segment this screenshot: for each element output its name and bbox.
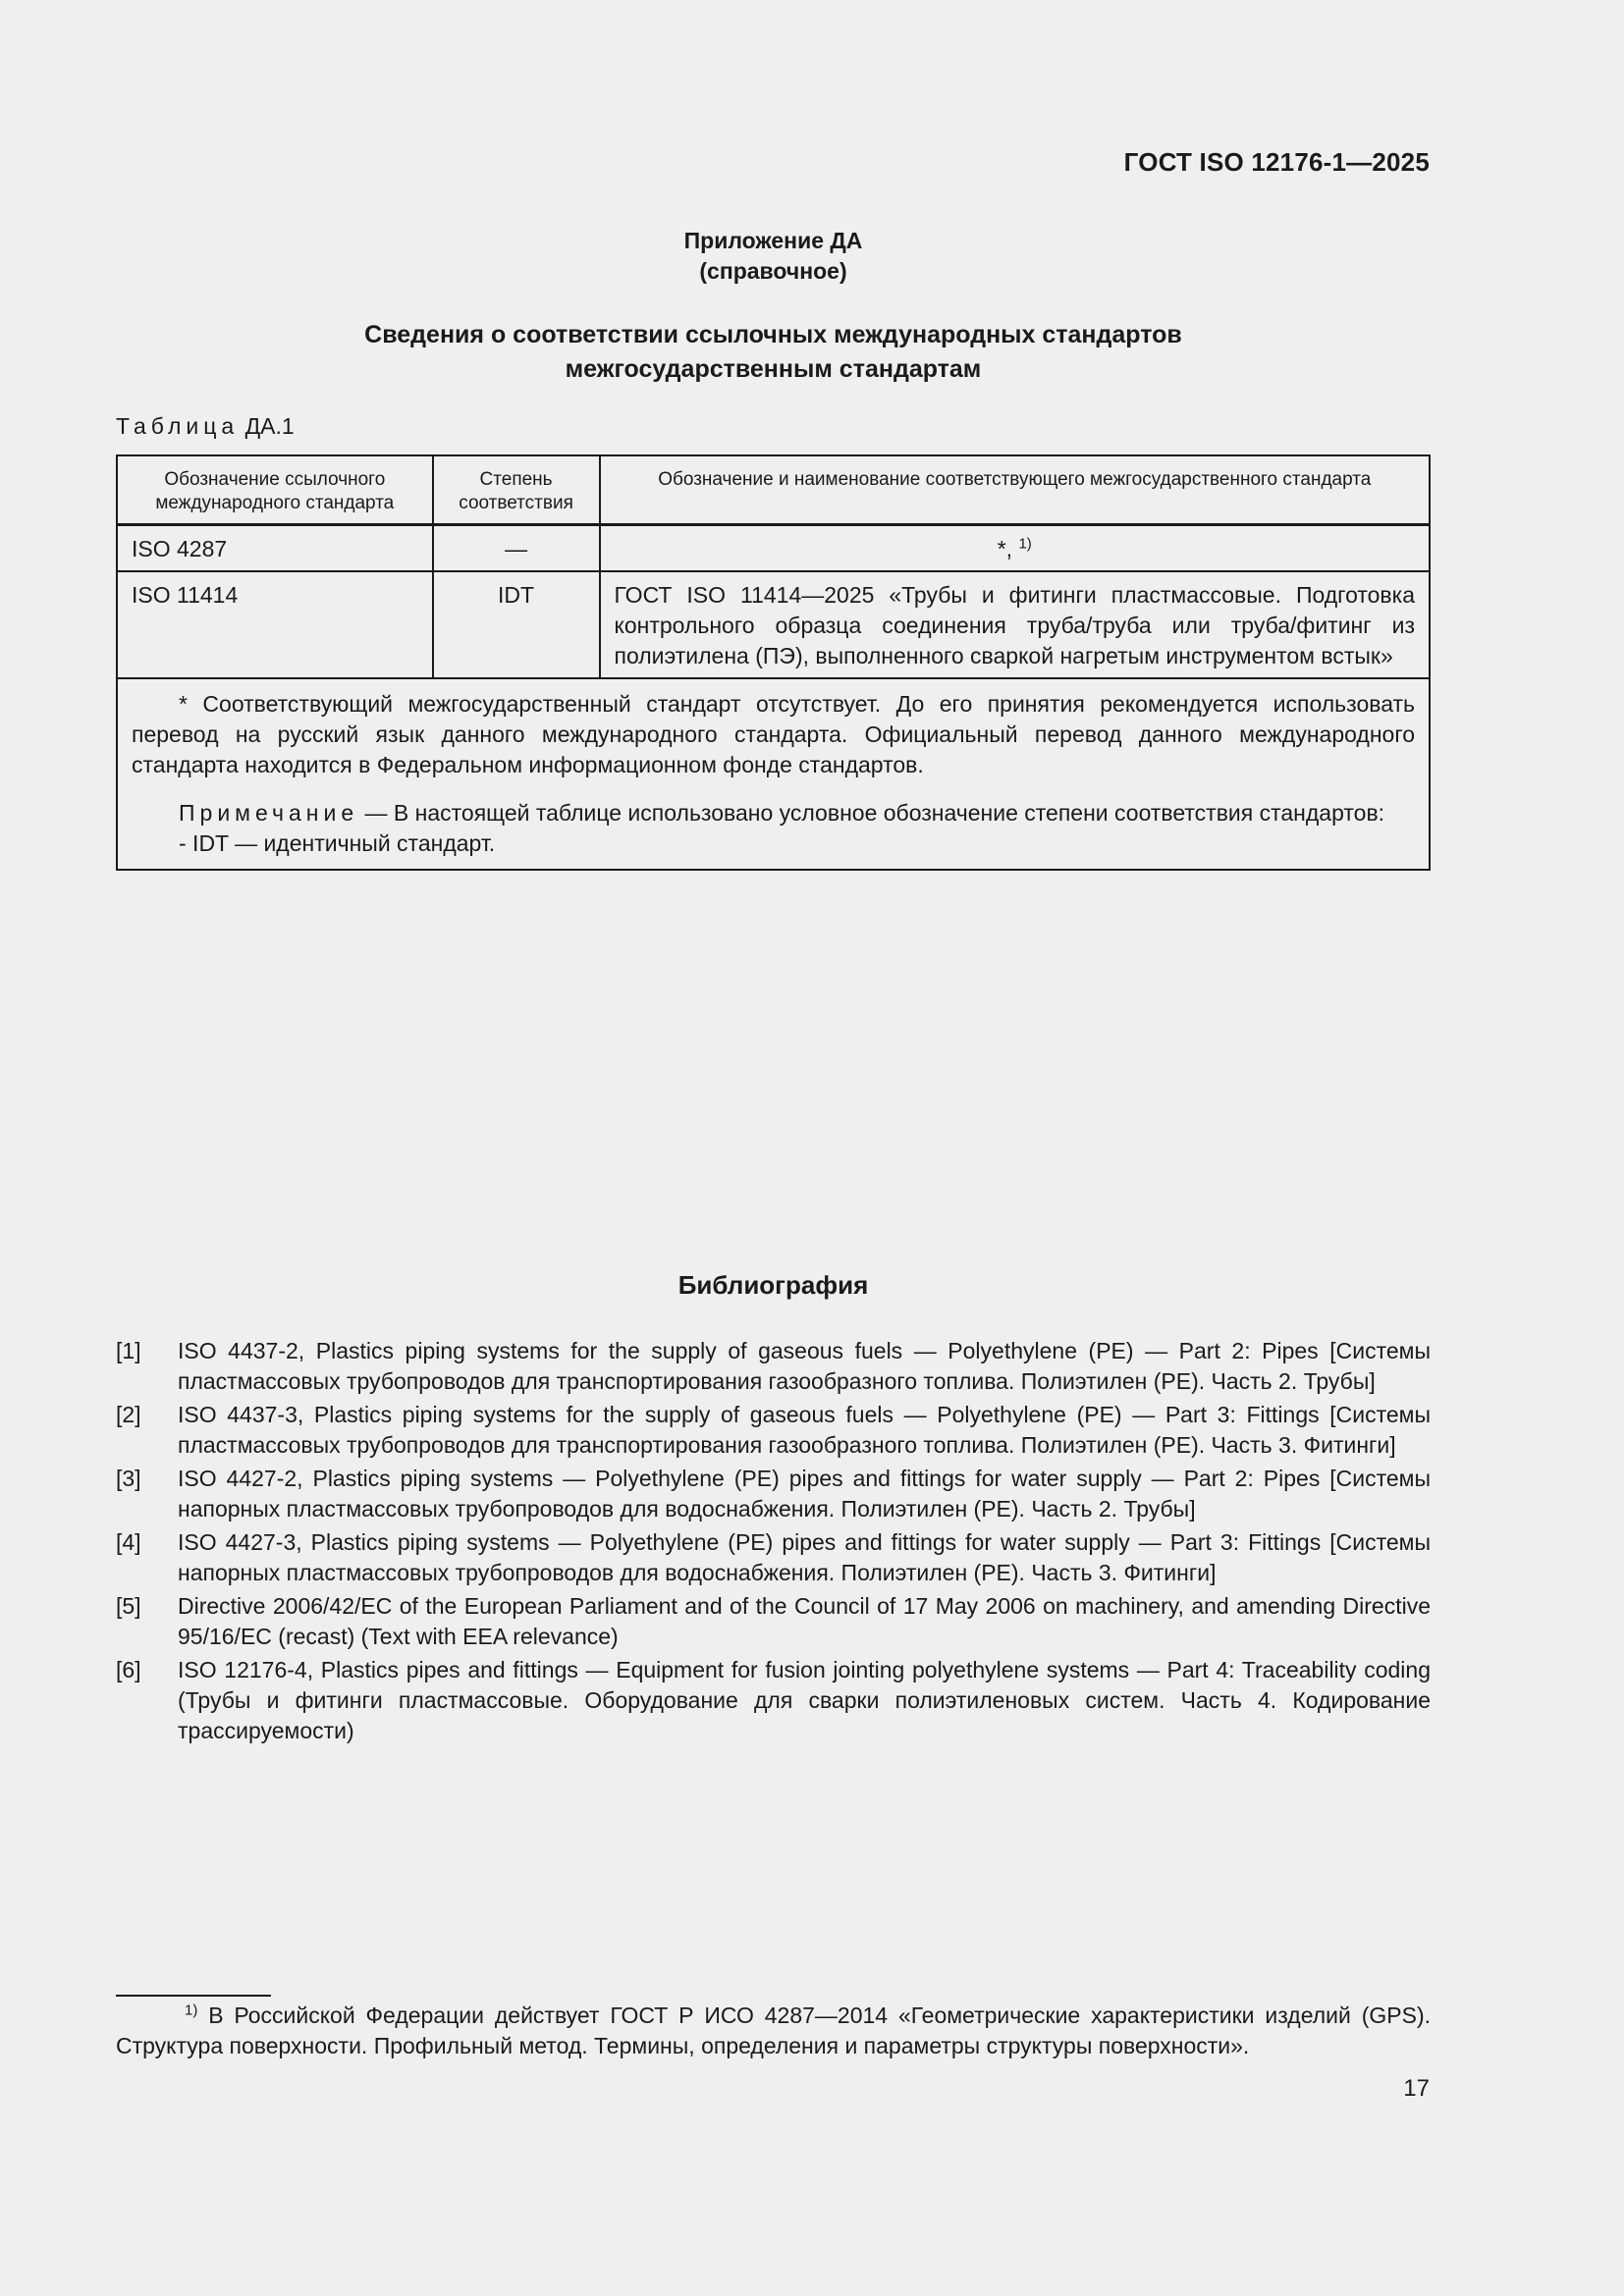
annex-header <box>0 226 1546 287</box>
cell-degree: IDT <box>433 571 600 678</box>
cell-gost-text: *, <box>997 536 1013 561</box>
bib-text: ISO 4437-2, Plastics piping systems for the supply of gaseous fuels — Polyethylene (PE) — Part 2: Pipes [Системы пластмассовых трубопроводов для транспортирования газообразного топлива. Полиэтилен (PE). Часть 2. Трубы] <box>178 1338 1431 1394</box>
table-row <box>117 571 1430 678</box>
list-item <box>116 1464 1431 1524</box>
bib-text: Directive 2006/42/EC of the European Parliament and of the Council of 17 May 2006 on machinery, and amending Directive 95/16/EC (recast) (Text with EEA relevance) <box>178 1593 1431 1649</box>
list-item <box>116 1527 1431 1588</box>
list-item <box>116 1400 1431 1461</box>
cell-degree: — <box>433 525 600 572</box>
document-id: ГОСТ ISO 12176-1—2025 <box>1123 147 1430 177</box>
note-text: — В настоящей таблице использовано условное обозначение степени соответствия стандартов: <box>358 800 1385 826</box>
note-bullet: - IDT — идентичный стандарт. <box>179 830 496 856</box>
bib-number: [2] <box>116 1402 141 1427</box>
annex-heading-line2: межгосударственным стандартам <box>565 355 982 383</box>
table-header-row <box>117 455 1430 525</box>
bib-text: ISO 4427-3, Plastics piping systems — Polyethylene (PE) pipes and fittings for water supply — Part 3: Fittings [Системы напорных пластмассовых трубопроводов для водоснабжения. Полиэтилен (PE). Часть 3. Фитинги] <box>178 1529 1431 1585</box>
bibliography-title: Библиография <box>677 1270 869 1300</box>
annex-heading-line1: Сведения о соответствии ссылочных международных стандартов <box>364 321 1182 348</box>
page-footnote <box>116 2001 1431 2061</box>
header-ref-standard: Обозначение ссылочного международного стандарта <box>117 455 433 525</box>
bibliography-list <box>116 1336 1431 1749</box>
cell-gost <box>600 525 1430 572</box>
note-label: Примечание <box>179 800 359 826</box>
cell-ref: ISO 4287 <box>117 525 433 572</box>
correspondence-table <box>116 454 1431 871</box>
table-caption-id: ДА.1 <box>244 413 295 439</box>
bib-number: [6] <box>116 1657 141 1682</box>
footnote-ref-1[interactable]: 1) <box>1018 535 1032 553</box>
annex-title: Приложение ДА <box>683 228 863 253</box>
bib-text: ISO 4437-3, Plastics piping systems for the supply of gaseous fuels — Polyethylene (PE) — Part 3: Fittings [Системы пластмассовых трубопроводов для транспортирования газообразного топлива. Полиэтилен (PE). Часть 3. Фитинги] <box>178 1402 1431 1458</box>
bib-number: [1] <box>116 1338 141 1363</box>
bib-number: [3] <box>116 1466 141 1491</box>
footnote-text: В Российской Федерации действует ГОСТ Р ИСО 4287—2014 «Геометрические характеристики изделий (GPS). Структура поверхности. Профильный метод. Термины, определения и параметры структуры поверхности». <box>116 2002 1431 2058</box>
bib-text: ISO 4427-2, Plastics piping systems — Polyethylene (PE) pipes and fittings for water supply — Part 2: Pipes [Системы напорных пластмассовых трубопроводов для водоснабжения. Полиэтилен (PE). Часть 2. Трубы] <box>178 1466 1431 1522</box>
page-number: 17 <box>1403 2075 1430 2102</box>
bib-number: [4] <box>116 1529 141 1555</box>
annex-subtitle: (справочное) <box>699 258 847 284</box>
list-item <box>116 1591 1431 1652</box>
cell-ref: ISO 11414 <box>117 571 433 678</box>
footnote-divider <box>116 1995 271 1997</box>
table-caption <box>116 413 295 440</box>
header-degree: Степень соответствия <box>433 455 600 525</box>
table-caption-word: Таблица <box>116 413 240 439</box>
bib-number: [5] <box>116 1593 141 1619</box>
footnote-marker: 1) <box>185 2002 198 2019</box>
header-gost-standard: Обозначение и наименование соответствующего межгосударственного стандарта <box>600 455 1430 525</box>
table-note <box>132 798 1415 828</box>
bib-text: ISO 12176-4, Plastics pipes and fittings — Equipment for fusion jointing polyethylene systems — Part 4: Traceability coding (Трубы и фитинги пластмассовые. Оборудование для сварки полиэтиленовых систем. Часть 4. Кодирование трассируемости) <box>178 1657 1431 1743</box>
table-row <box>117 525 1430 572</box>
table-footnote: * Соответствующий межгосударственный стандарт отсутствует. До его принятия рекомендуется использовать перевод на русский язык данного международного стандарта. Официальный перевод данного международного стандарта находится в Федеральном информационном фонде стандартов. <box>132 691 1415 777</box>
list-item <box>116 1336 1431 1397</box>
annex-heading <box>0 318 1546 387</box>
cell-gost: ГОСТ ISO 11414—2025 «Трубы и фитинги пластмассовые. Подготовка контрольного образца соединения труба/труба или труба/фитинг из полиэтилена (ПЭ), выполненного сваркой нагретым инструментом встык» <box>600 571 1430 678</box>
table-notes <box>117 678 1430 870</box>
table-notes-row <box>117 678 1430 870</box>
list-item <box>116 1655 1431 1746</box>
